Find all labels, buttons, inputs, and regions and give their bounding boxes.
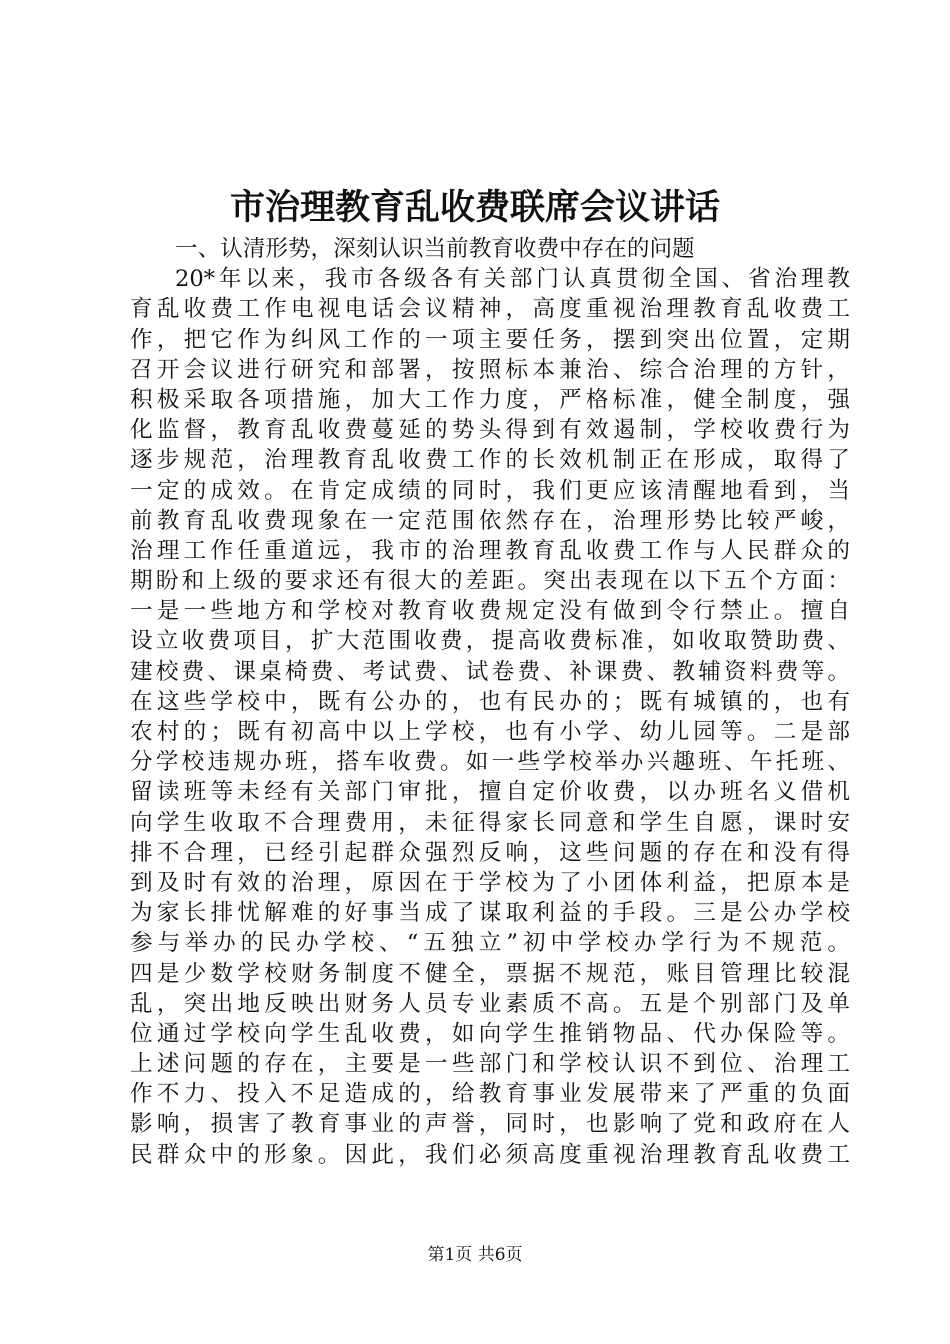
paragraph-line: 育乱收费工作电视电话会议精神，高度重视治理教育乱收费工 — [130, 296, 850, 323]
paragraph-line: 作，把它作为纠风工作的一项主要任务，摆到突出位置，定期 — [130, 326, 850, 353]
paragraph-line: 建校费、课桌椅费、考试费、试卷费、补课费、教辅资料费等。 — [130, 658, 850, 685]
paragraph-line: 积极采取各项措施，加大工作力度，严格标准，健全制度，强 — [130, 386, 850, 413]
paragraph-line: 一是一些地方和学校对教育收费规定没有做到令行禁止。擅自 — [130, 598, 850, 625]
paragraph-line: 参与举办的民办学校、“五独立”初中学校办学行为不规范。 — [130, 930, 850, 957]
paragraph-line: 分学校违规办班，搭车收费。如一些学校举办兴趣班、午托班、 — [130, 749, 850, 776]
paragraph-line: 位通过学校向学生乱收费，如向学生推销物品、代办保险等。 — [130, 1020, 850, 1047]
paragraph-line: 排不合理，已经引起群众强烈反响，这些问题的存在和没有得 — [130, 839, 850, 866]
paragraph-line: 向学生收取不合理费用，未征得家长同意和学生自愿，课时安 — [130, 809, 850, 836]
section-heading: 一、认清形势，深刻认识当前教育收费中存在的问题 — [175, 236, 695, 262]
document-body — [130, 234, 850, 1170]
paragraph-line: 在这些学校中，既有公办的，也有民办的；既有城镇的，也有 — [130, 688, 850, 715]
paragraph-line: 化监督，教育乱收费蔓延的势头得到有效遏制，学校收费行为 — [130, 417, 850, 444]
paragraph-line: 民群众中的形象。因此，我们必须高度重视治理教育乱收费工 — [130, 1141, 850, 1168]
paragraph-line: 前教育乱收费现象在一定范围依然存在，治理形势比较严峻， — [130, 507, 850, 534]
paragraph-line: 留读班等未经有关部门审批，擅自定价收费，以办班名义借机 — [130, 779, 850, 806]
paragraph-line: 20*年以来，我市各级各有关部门认真贯彻全国、省治理教 — [175, 266, 850, 293]
paragraph-line: 影响，损害了教育事业的声誉，同时，也影响了党和政府在人 — [130, 1111, 850, 1138]
paragraph-line: 召开会议进行研究和部署，按照标本兼治、综合治理的方针， — [130, 356, 850, 383]
paragraph-line: 为家长排忧解难的好事当成了谋取利益的手段。三是公办学校 — [130, 900, 850, 927]
paragraph-line: 四是少数学校财务制度不健全，票据不规范，账目管理比较混 — [130, 960, 850, 987]
paragraph-line: 设立收费项目，扩大范围收费，提高收费标准，如收取赞助费、 — [130, 628, 850, 655]
paragraph-line: 到及时有效的治理，原因在于学校为了小团体利益，把原本是 — [130, 869, 850, 896]
paragraph-line: 治理工作任重道远，我市的治理教育乱收费工作与人民群众的 — [130, 537, 850, 564]
paragraph-line: 农村的；既有初高中以上学校，也有小学、幼儿园等。二是部 — [130, 719, 850, 745]
paragraph-line: 期盼和上级的要求还有很大的差距。突出表现在以下五个方面： — [130, 568, 850, 595]
paragraph-line: 作不力、投入不足造成的，给教育事业发展带来了严重的负面 — [130, 1081, 850, 1108]
paragraph-line: 逐步规范，治理教育乱收费工作的长效机制正在形成，取得了 — [130, 447, 850, 474]
paragraph-line: 乱，突出地反映出财务人员专业素质不高。五是个别部门及单 — [130, 990, 850, 1017]
paragraph-line: 一定的成效。在肯定成绩的同时，我们更应该清醒地看到，当 — [130, 477, 850, 504]
paragraph-line: 上述问题的存在，主要是一些部门和学校认识不到位、治理工 — [130, 1051, 850, 1078]
page-number-footer: 第1页 共6页 — [427, 1245, 523, 1265]
document-title: 市治理教育乱收费联席会议讲话 — [229, 187, 720, 228]
